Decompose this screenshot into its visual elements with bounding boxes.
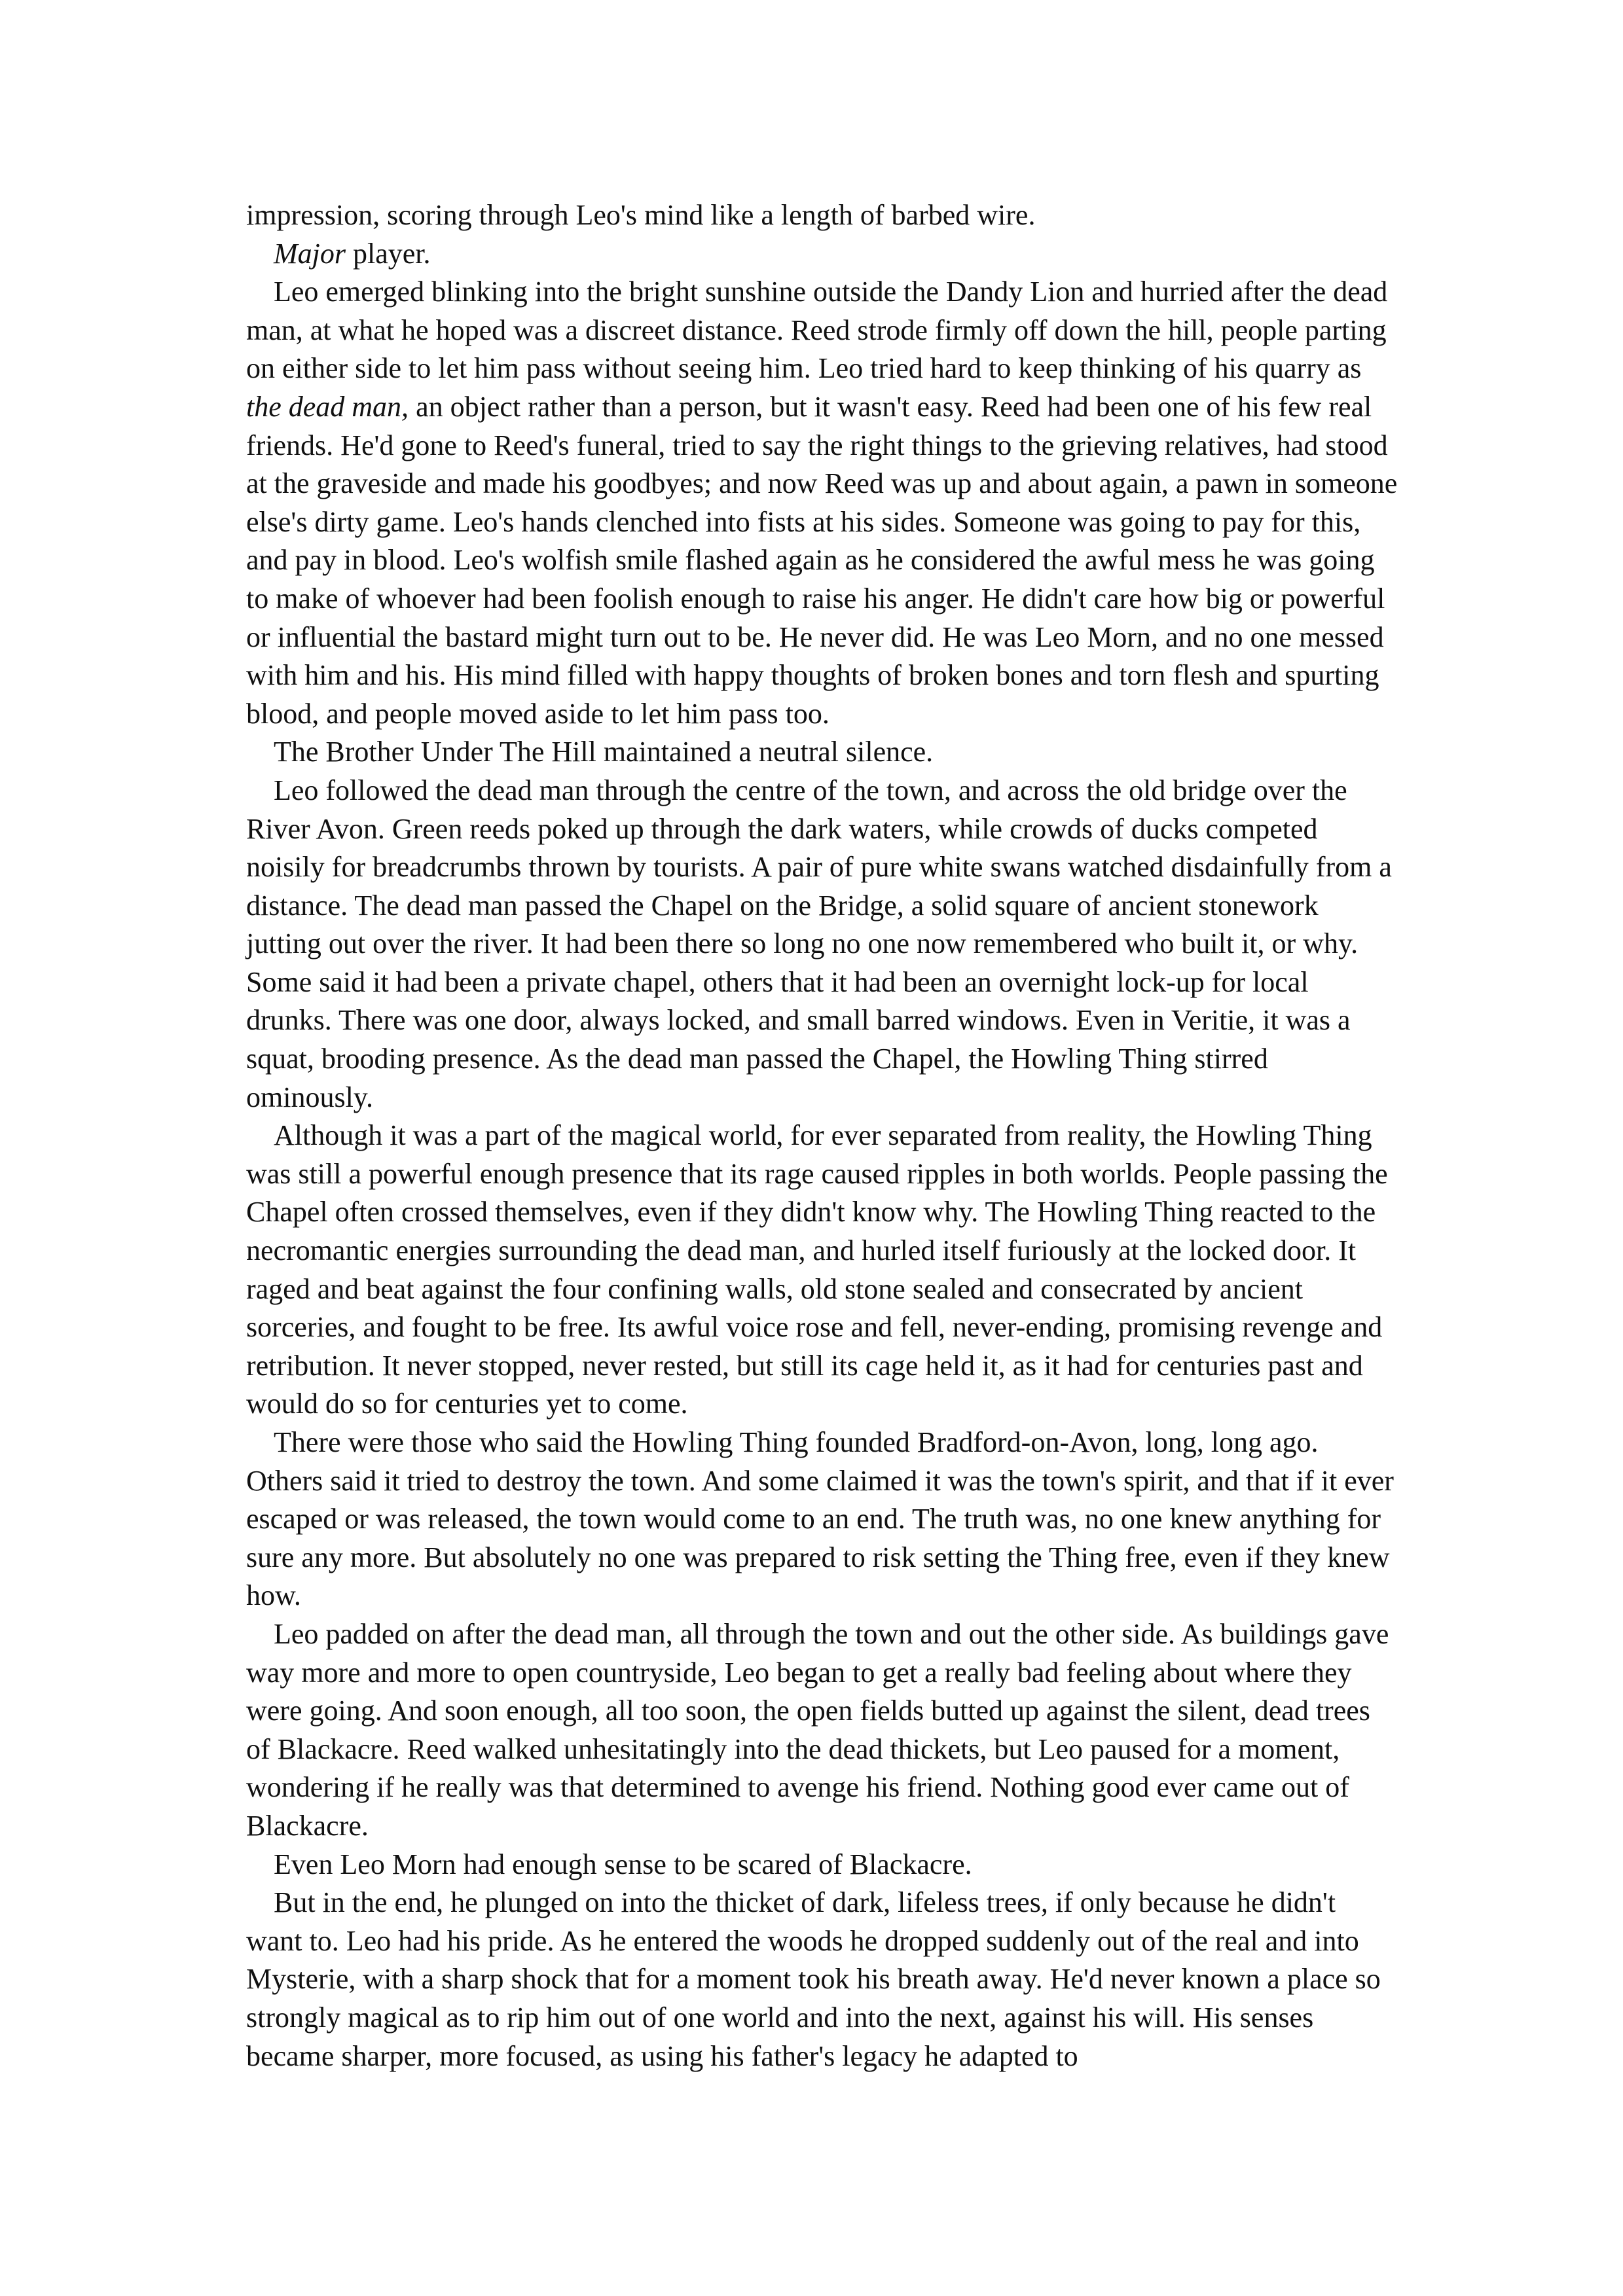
paragraph-text-italic: the dead man, (246, 390, 409, 423)
paragraph-text: There were those who said the Howling Thing founded Bradford-on-Avon, long, long ago. Others said it tried to destroy the town. And some claimed it was the town's spirit, and that if it ever escaped or was released, the town would come to an end. The truth was, no one knew anything for sure any more. But absolutely no one was prepared to risk setting the Thing free, even if they knew how. (246, 1426, 1394, 1612)
paragraph-text: Even Leo Morn had enough sense to be scared of Blackacre. (274, 1848, 972, 1880)
paragraph-text-italic: Major (274, 237, 346, 270)
paragraph-8 (246, 1615, 1398, 1846)
paragraph-7 (246, 1424, 1398, 1615)
paragraph-text: an object rather than a person, but it wasn't easy. Reed had been one of his few real friends. He'd gone to Reed's funeral, tried to say the right things to the grieving relatives, had stood at the graveside and made his goodbyes; and now Reed was up and about again, a pawn in someone else's dirty game. Leo's hands clenched into fists at his sides. Someone was going to pay for this, and pay in blood. Leo's wolfish smile flashed again as he considered the awful mess he was going to make of whoever had been foolish enough to raise his anger. He didn't care how big or powerful or influential the bastard might turn out to be. He never did. He was Leo Morn, and no one messed with him and his. His mind filled with happy thoughts of broken bones and torn flesh and spurting blood, and people moved aside to let him pass too. (246, 390, 1398, 730)
page-body (246, 196, 1398, 2075)
paragraph-5 (246, 772, 1398, 1117)
paragraph-3 (246, 273, 1398, 733)
paragraph-text: Leo emerged blinking into the bright sunshine outside the Dandy Lion and hurried after the dead man, at what he hoped was a discreet distance. Reed strode firmly off down the hill, people parting on either side to let him pass without seeing him. Leo tried hard to keep thinking of his quarry as (246, 276, 1388, 385)
paragraph-text: Leo padded on after the dead man, all through the town and out the other side. As buildings gave way more and more to open countryside, Leo began to get a really bad feeling about where they were going. And soon enough, all too soon, the open fields butted up against the silent, dead trees of Blackacre. Reed walked unhesitatingly into the dead thickets, but Leo paused for a moment, wondering if he really was that determined to avenge his friend. Nothing good ever came out of Blackacre. (246, 1617, 1389, 1842)
paragraph-text: But in the end, he plunged on into the thicket of dark, lifeless trees, if only because he didn't want to. Leo had his pride. As he entered the woods he dropped suddenly out of the real and into Mysterie, with a sharp shock that for a moment took his breath away. He'd never known a place so strongly magical as to rip him out of one world and into the next, against his will. His senses became sharper, more focused, as using his father's legacy he adapted to (246, 1886, 1381, 2072)
paragraph-text: impression, scoring through Leo's mind like a length of barbed wire. (246, 199, 1036, 231)
paragraph-text: Although it was a part of the magical world, for ever separated from reality, the Howling Thing was still a powerful enough presence that its rage caused ripples in both worlds. People passing the Chapel often crossed themselves, even if they didn't know why. The Howling Thing reacted to the necromantic energies surrounding the dead man, and hurled itself furiously at the locked door. It raged and beat against the four confining walls, old stone sealed and consecrated by ancient sorceries, and fought to be free. Its awful voice rose and fell, never-ending, promising revenge and retribution. It never stopped, never rested, but still its cage held it, as it had for centuries past and would do so for centuries yet to come. (246, 1119, 1388, 1420)
paragraph-10 (246, 1884, 1398, 2075)
paragraph-2 (246, 235, 1398, 274)
paragraph-text: Leo followed the dead man through the centre of the town, and across the old bridge over the River Avon. Green reeds poked up through the dark waters, while crowds of ducks competed noisily for breadcrumbs thrown by tourists. A pair of pure white swans watched disdainfully from a distance. The dead man passed the Chapel on the Bridge, a solid square of ancient stonework jutting out over the river. It had been there so long no one now remembered who built it, or why. Some said it had been a private chapel, others that it had been an overnight lock-up for local drunks. There was one door, always locked, and small barred windows. Even in Veritie, it was a squat, brooding presence. As the dead man passed the Chapel, the Howling Thing stirred ominously. (246, 774, 1392, 1113)
paragraph-9 (246, 1846, 1398, 1884)
paragraph-6 (246, 1117, 1398, 1424)
paragraph-text: The Brother Under The Hill maintained a neutral silence. (274, 736, 934, 768)
paragraph-1 (246, 196, 1398, 235)
paragraph-4 (246, 733, 1398, 772)
paragraph-text: player. (346, 237, 431, 270)
